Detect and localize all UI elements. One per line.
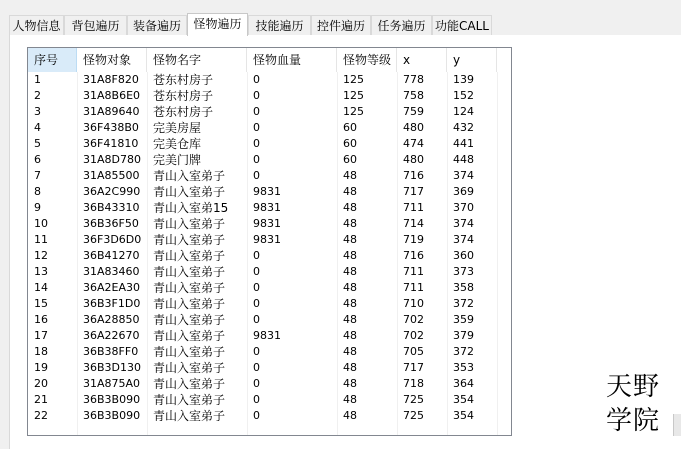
cell-x: 725: [403, 393, 424, 406]
header-col-monster-level[interactable]: 怪物等级: [337, 48, 397, 72]
cell-y: 373: [453, 265, 474, 278]
cell-monster-level: 48: [343, 233, 357, 246]
watermark-line-2: 学院: [606, 406, 661, 436]
table-row[interactable]: [28, 232, 511, 248]
cell-monster-object: 31A85500: [83, 169, 140, 182]
cell-monster-level: 48: [343, 409, 357, 422]
cell-y: 379: [453, 329, 474, 342]
cell-monster-hp: 0: [253, 265, 260, 278]
column-separator: [497, 72, 498, 435]
cell-monster-hp: 9831: [253, 217, 281, 230]
cell-y: 364: [453, 377, 474, 390]
cell-monster-hp: 9831: [253, 185, 281, 198]
table-row[interactable]: [28, 136, 511, 152]
cell-monster-level: 48: [343, 393, 357, 406]
cell-y: 354: [453, 409, 474, 422]
cell-monster-object: 36B3F1D0: [83, 297, 141, 310]
cell-monster-object: 36F3D6D0: [83, 233, 142, 246]
cell-monster-hp: 0: [253, 153, 260, 166]
cell-monster-object: 36B41270: [83, 249, 140, 262]
cell-monster-hp: 0: [253, 73, 260, 86]
cell-monster-name: 苍东村房子: [153, 105, 214, 119]
cell-monster-level: 48: [343, 313, 357, 326]
cell-x: 710: [403, 297, 424, 310]
cell-y: 374: [453, 169, 474, 182]
cell-x: 717: [403, 185, 424, 198]
cell-monster-object: 31A8B6E0: [83, 89, 141, 102]
cell-index: 5: [34, 137, 41, 150]
table-row[interactable]: [28, 360, 511, 376]
cell-x: 480: [403, 121, 424, 134]
cell-monster-hp: 0: [253, 137, 260, 150]
cell-x: 711: [403, 281, 424, 294]
header-col-index[interactable]: 序号: [28, 48, 77, 72]
tab-1[interactable]: 人物信息: [9, 15, 64, 35]
monster-list-view[interactable]: [27, 47, 512, 436]
cell-monster-object: 36A2EA30: [83, 281, 140, 294]
table-row[interactable]: [28, 152, 511, 168]
cell-x: 702: [403, 329, 424, 342]
cell-monster-object: 36A2C990: [83, 185, 141, 198]
cell-monster-name: 苍东村房子: [153, 89, 214, 103]
cell-index: 19: [34, 361, 48, 374]
cell-x: 758: [403, 89, 424, 102]
cell-monster-name: 青山入室弟子: [153, 185, 226, 199]
cell-monster-hp: 0: [253, 121, 260, 134]
cell-monster-name: 青山入室弟子: [153, 281, 226, 295]
cell-index: 12: [34, 249, 48, 262]
tab-8[interactable]: 功能CALL: [432, 15, 492, 35]
cell-x: 705: [403, 345, 424, 358]
cell-monster-name: 完美房屋: [153, 121, 202, 135]
cell-x: 778: [403, 73, 424, 86]
table-row[interactable]: [28, 376, 511, 392]
cell-monster-level: 48: [343, 281, 357, 294]
cell-monster-name: 青山入室弟子: [153, 377, 226, 391]
cell-monster-object: 36A22670: [83, 329, 140, 342]
table-row[interactable]: [28, 328, 511, 344]
cell-index: 13: [34, 265, 48, 278]
cell-monster-object: 36F438B0: [83, 121, 139, 134]
cell-monster-hp: 9831: [253, 329, 281, 342]
cell-index: 18: [34, 345, 48, 358]
cell-monster-name: 青山入室弟子: [153, 329, 226, 343]
cell-y: 374: [453, 233, 474, 246]
cell-y: 369: [453, 185, 474, 198]
table-row[interactable]: [28, 248, 511, 264]
cell-y: 358: [453, 281, 474, 294]
cell-monster-hp: 0: [253, 313, 260, 326]
cell-x: 725: [403, 409, 424, 422]
cell-monster-level: 125: [343, 89, 364, 102]
cell-x: 719: [403, 233, 424, 246]
cell-y: 354: [453, 393, 474, 406]
cell-index: 9: [34, 201, 41, 214]
cell-index: 7: [34, 169, 41, 182]
cell-monster-hp: 0: [253, 169, 260, 182]
cell-monster-hp: 0: [253, 377, 260, 390]
cell-x: 714: [403, 217, 424, 230]
cell-monster-hp: 0: [253, 361, 260, 374]
header-col-monster-hp[interactable]: 怪物血量: [247, 48, 337, 72]
table-row[interactable]: [28, 408, 511, 424]
tab-5[interactable]: 技能遍历: [248, 15, 311, 35]
cell-monster-level: 48: [343, 297, 357, 310]
table-row[interactable]: [28, 184, 511, 200]
cell-x: 716: [403, 249, 424, 262]
cell-monster-hp: 0: [253, 393, 260, 406]
cell-monster-name: 青山入室弟子: [153, 297, 226, 311]
cell-y: 124: [453, 105, 474, 118]
tab-2[interactable]: 背包遍历: [64, 15, 127, 35]
tab-3[interactable]: 装备遍历: [127, 15, 187, 35]
cell-monster-object: 31A8F820: [83, 73, 139, 86]
cell-y: 432: [453, 121, 474, 134]
cell-monster-name: 青山入室弟子: [153, 265, 226, 279]
header-col-y[interactable]: y: [447, 48, 497, 72]
cell-monster-hp: 0: [253, 345, 260, 358]
cell-monster-object: 36B38FF0: [83, 345, 139, 358]
watermark-logo: [606, 370, 676, 438]
table-row[interactable]: [28, 72, 511, 88]
cell-monster-object: 31A89640: [83, 105, 140, 118]
cell-monster-level: 48: [343, 249, 357, 262]
cell-monster-name: 青山入室弟15: [153, 201, 229, 215]
cell-monster-level: 60: [343, 153, 357, 166]
cell-y: 372: [453, 297, 474, 310]
cell-y: 372: [453, 345, 474, 358]
cell-y: 359: [453, 313, 474, 326]
cell-x: 711: [403, 265, 424, 278]
tab-4[interactable]: 怪物遍历: [187, 13, 248, 36]
cell-monster-name: 青山入室弟子: [153, 217, 226, 231]
cell-index: 10: [34, 217, 48, 230]
cell-monster-hp: 0: [253, 89, 260, 102]
cell-monster-name: 青山入室弟子: [153, 169, 226, 183]
cell-monster-object: 36B3B090: [83, 393, 141, 406]
header-col-monster-object[interactable]: 怪物对象: [77, 48, 147, 72]
cell-index: 8: [34, 185, 41, 198]
cell-index: 6: [34, 153, 41, 166]
table-row[interactable]: [28, 88, 511, 104]
table-row[interactable]: [28, 312, 511, 328]
table-row[interactable]: [28, 104, 511, 120]
cell-monster-name: 青山入室弟子: [153, 233, 226, 247]
cell-monster-object: 31A8D780: [83, 153, 141, 166]
watermark-line-1: 天野: [606, 372, 661, 402]
cell-monster-level: 48: [343, 185, 357, 198]
cell-index: 16: [34, 313, 48, 326]
cell-index: 1: [34, 73, 41, 86]
table-row[interactable]: [28, 296, 511, 312]
cell-monster-object: 36B3D130: [83, 361, 142, 374]
cell-monster-name: 青山入室弟子: [153, 361, 226, 375]
cell-index: 20: [34, 377, 48, 390]
cell-index: 15: [34, 297, 48, 310]
cell-monster-level: 48: [343, 345, 357, 358]
cell-monster-level: 60: [343, 137, 357, 150]
table-row[interactable]: [28, 392, 511, 408]
cell-y: 353: [453, 361, 474, 374]
cell-monster-level: 125: [343, 73, 364, 86]
cell-monster-name: 青山入室弟子: [153, 409, 226, 423]
cell-monster-level: 48: [343, 169, 357, 182]
cell-index: 17: [34, 329, 48, 342]
cell-monster-name: 完美仓库: [153, 137, 202, 151]
cell-index: 14: [34, 281, 48, 294]
cell-index: 2: [34, 89, 41, 102]
column-separator: [147, 72, 148, 435]
cell-monster-level: 125: [343, 105, 364, 118]
list-header: [28, 48, 511, 72]
cell-monster-name: 青山入室弟子: [153, 249, 226, 263]
cell-index: 22: [34, 409, 48, 422]
cell-monster-level: 48: [343, 329, 357, 342]
cell-monster-level: 48: [343, 217, 357, 230]
cell-index: 11: [34, 233, 48, 246]
cell-x: 716: [403, 169, 424, 182]
tab-7[interactable]: 任务遍历: [371, 15, 432, 35]
cell-x: 480: [403, 153, 424, 166]
cell-monster-hp: 0: [253, 105, 260, 118]
header-col-x[interactable]: x: [397, 48, 447, 72]
cell-monster-hp: 0: [253, 297, 260, 310]
cell-monster-object: 36B36F50: [83, 217, 139, 230]
cell-monster-level: 60: [343, 121, 357, 134]
cell-monster-name: 完美门牌: [153, 153, 202, 167]
table-row[interactable]: [28, 264, 511, 280]
header-col-monster-name[interactable]: 怪物名字: [147, 48, 247, 72]
cell-x: 474: [403, 137, 424, 150]
window-edge-fragment: [673, 414, 681, 436]
cell-monster-object: 31A875A0: [83, 377, 141, 390]
cell-monster-name: 青山入室弟子: [153, 313, 226, 327]
cell-index: 21: [34, 393, 48, 406]
cell-index: 3: [34, 105, 41, 118]
table-row[interactable]: [28, 200, 511, 216]
list-rows: [28, 72, 511, 424]
cell-monster-object: 36B43310: [83, 201, 140, 214]
column-separator: [397, 72, 398, 435]
column-separator: [337, 72, 338, 435]
cell-y: 360: [453, 249, 474, 262]
table-row[interactable]: [28, 280, 511, 296]
cell-monster-level: 48: [343, 265, 357, 278]
cell-monster-level: 48: [343, 361, 357, 374]
column-separator: [447, 72, 448, 435]
cell-x: 711: [403, 201, 424, 214]
cell-y: 139: [453, 73, 474, 86]
table-row[interactable]: [28, 344, 511, 360]
cell-monster-hp: 0: [253, 249, 260, 262]
cell-x: 759: [403, 105, 424, 118]
cell-monster-object: 31A83460: [83, 265, 140, 278]
cell-monster-level: 48: [343, 201, 357, 214]
cell-monster-hp: 9831: [253, 201, 281, 214]
table-row[interactable]: [28, 168, 511, 184]
cell-monster-object: 36A28850: [83, 313, 140, 326]
cell-x: 717: [403, 361, 424, 374]
tab-6[interactable]: 控件遍历: [311, 15, 371, 35]
cell-monster-object: 36F41810: [83, 137, 139, 150]
cell-index: 4: [34, 121, 41, 134]
cell-monster-hp: 0: [253, 281, 260, 294]
column-separator: [77, 72, 78, 435]
table-row[interactable]: [28, 120, 511, 136]
cell-monster-hp: 0: [253, 409, 260, 422]
cell-y: 152: [453, 89, 474, 102]
table-row[interactable]: [28, 216, 511, 232]
cell-monster-hp: 9831: [253, 233, 281, 246]
cell-y: 370: [453, 201, 474, 214]
cell-y: 374: [453, 217, 474, 230]
cell-monster-level: 48: [343, 377, 357, 390]
cell-monster-name: 青山入室弟子: [153, 393, 226, 407]
cell-y: 448: [453, 153, 474, 166]
cell-monster-name: 苍东村房子: [153, 73, 214, 87]
cell-monster-name: 青山入室弟子: [153, 345, 226, 359]
cell-y: 441: [453, 137, 474, 150]
cell-x: 702: [403, 313, 424, 326]
tab-bar: [9, 13, 681, 36]
column-separator: [247, 72, 248, 435]
cell-monster-object: 36B3B090: [83, 409, 141, 422]
cell-x: 718: [403, 377, 424, 390]
